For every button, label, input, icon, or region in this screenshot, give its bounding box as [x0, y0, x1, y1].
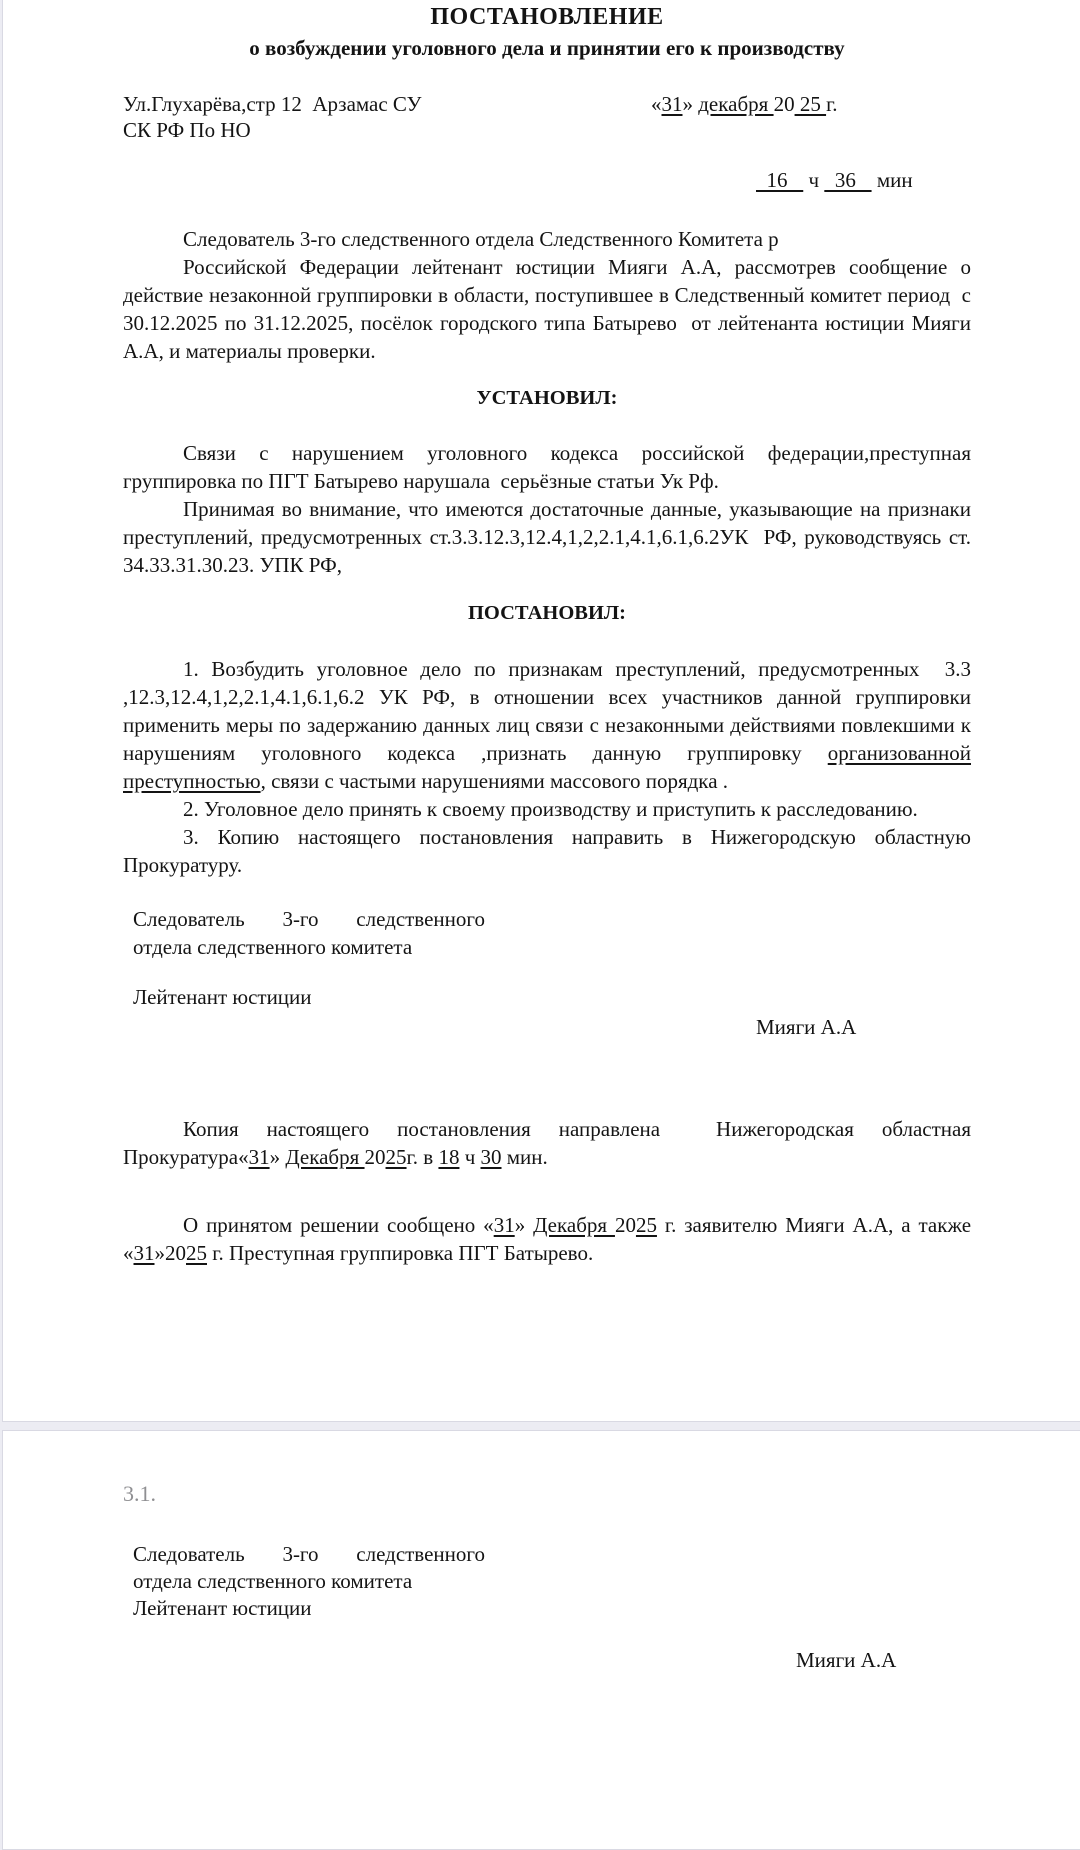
copy-sent-paragraph: Копия настоящего постановления направлена Нижегородская областная Прокуратура«31» Декабря 2025г. в 18 ч 30 мин.: [123, 1117, 971, 1169]
section-heading-ustanovil: УСТАНОВИЛ:: [476, 387, 618, 409]
intro-paragraph: Российской Федерации лейтенант юстиции Мияги А.А, рассмотрев сообщение о действие незаконной группировки в области, поступившее в Следственный комитет период с 30.12.2025 по 31.12.2025, посёлок городского типа Батырево от лейтенанта юстиции Мияги А.А, и материалы проверки.: [123, 255, 971, 363]
signature2-role-line-1: Следователь 3-го следственного: [133, 1542, 485, 1566]
signature2-role-line-2: отдела следственного комитета: [133, 1569, 413, 1593]
document-page-2: [2, 1430, 1080, 1850]
resolution-item-1: 1. Возбудить уголовное дело по признакам преступлений, предусмотренных 3.3 ,12.3,12.4,1,2,2.1,4.1,6.1,6.2 УК РФ, в отношении всех участников данной группировки применить меры по задержанию данных лиц связи с незаконными действиями повлекшими к нарушениям уголовного кодекса ,признать данную группировку организованной преступностью, связи с частыми нарушениями массового порядка .: [123, 657, 971, 793]
signature2-name: Мияги А.А: [796, 1648, 897, 1672]
document-title: ПОСТАНОВЛЕНИЕ: [430, 4, 664, 30]
signature-role-line-1: Следователь 3-го следственного: [133, 907, 485, 931]
signature-rank: Лейтенант юстиции: [133, 985, 312, 1009]
document-date: «31» декабря 20 25 г.: [651, 92, 838, 116]
section-label-3-1: 3.1.: [123, 1481, 156, 1506]
signature-role: [133, 905, 485, 961]
header-row: [123, 91, 971, 143]
resolution-item-2: 2. Уголовное дело принять к своему производству и приступить к расследованию.: [183, 797, 918, 821]
document-page-1: [2, 0, 1080, 1422]
document-subtitle: о возбуждении уголовного дела и принятии его к производству: [249, 36, 845, 60]
established-paragraph-2: Принимая во внимание, что имеются достаточные данные, указывающие на признаки преступлений, предусмотренных ст.3.3.12.3,12.4,1,2,2.1,4.1,6.1,6.2УК РФ, руководствуясь ст. 34.33.31.30.23. УПК РФ,: [123, 497, 971, 577]
signature-block-2: [133, 1541, 963, 1622]
resolution-item-3: 3. Копию настоящего постановления направить в Нижегородскую областную Прокуратуру.: [123, 825, 971, 877]
signature-role-line-2: отдела следственного комитета: [133, 935, 413, 959]
signature2-rank: Лейтенант юстиции: [133, 1596, 312, 1620]
address-line-2: СК РФ По НО: [123, 118, 251, 142]
section-heading-postanovil: ПОСТАНОВИЛ:: [467, 602, 626, 624]
signature-name: Мияги А.А: [756, 1015, 857, 1039]
issuing-authority-address: [123, 91, 971, 143]
signature2-role: [133, 1541, 485, 1622]
intro-line: Следователь 3-го следственного отдела Следственного Комитета р: [183, 227, 779, 251]
address-line-1: Ул.Глухарёва,стр 12 Арзамас СУ: [123, 92, 422, 116]
notification-paragraph: О принятом решении сообщено «31» Декабря 2025 г. заявителю Мияги А.А, а также «31»2025 г. Преступная группировка ПГТ Батырево.: [123, 1213, 972, 1265]
signature-block: [133, 905, 971, 1041]
document-time: 16 ч 36 мин: [756, 168, 913, 192]
established-paragraph-1: Связи с нарушением уголовного кодекса российской федерации,преступная группировка по ПГТ Батырево нарушала серьёзные статьи Ук Рф.: [123, 441, 971, 493]
